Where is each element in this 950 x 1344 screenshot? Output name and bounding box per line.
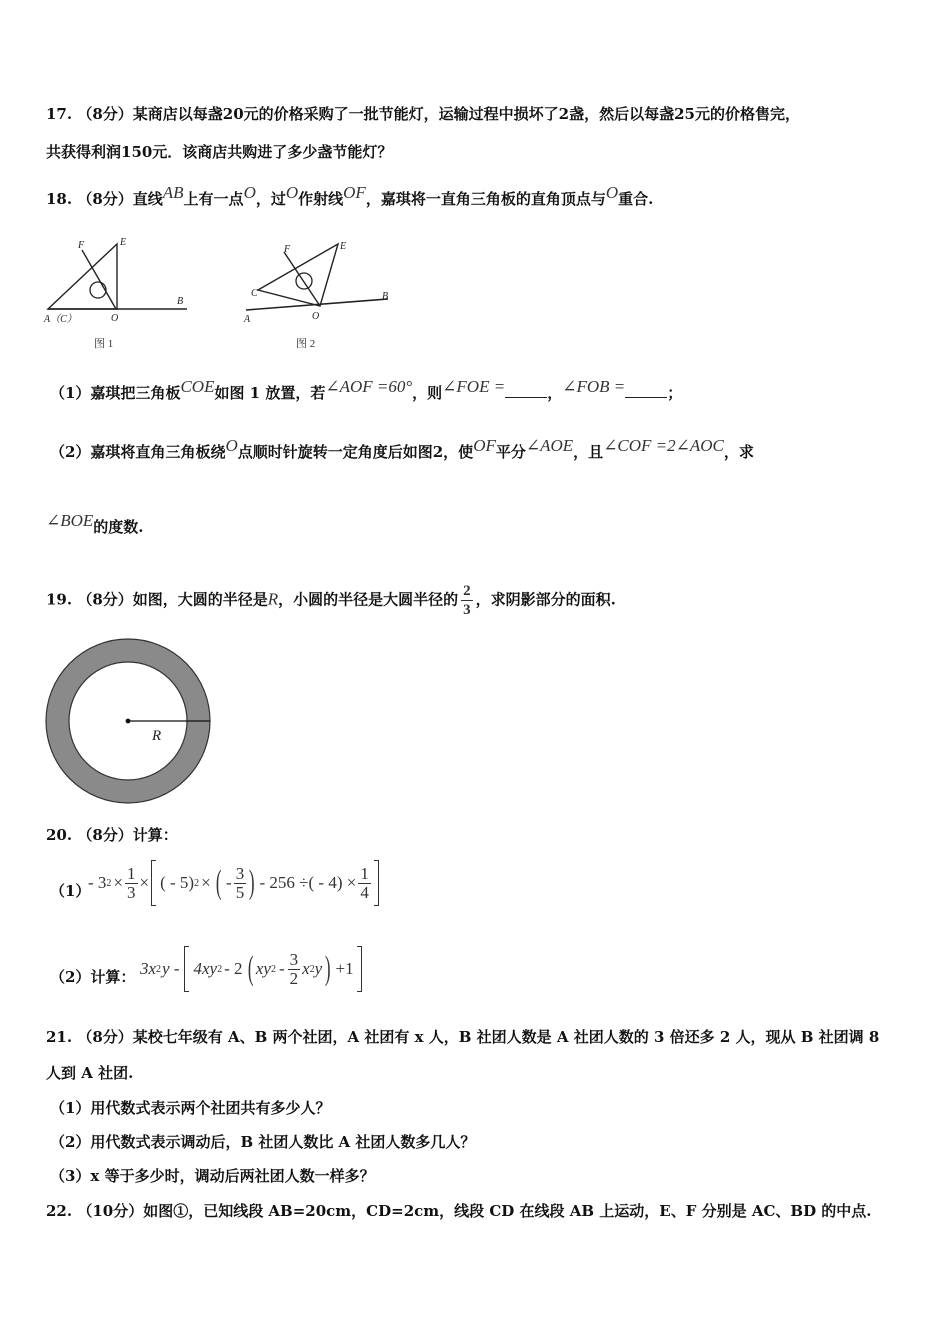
q18-text: ，嘉琪将一直角三角板的直角顶点与 [365,190,606,208]
paren-right: ) [325,950,331,987]
expr-op: × [201,873,211,892]
expr-term: x [302,959,310,978]
expr-term: 3x [140,959,157,978]
bracket-left [151,860,156,906]
q20-expression-1 [88,858,379,908]
q18-text: ， [547,384,563,402]
expr-term: 4xy [193,959,218,978]
frac-1-3 [125,865,138,902]
label-o: O [111,313,119,324]
math-of: OF [343,183,366,202]
q19-text: 19. （8分）如图，大圆的半径是 [46,590,268,609]
q18-text: （1）嘉琪把三角板 [50,384,181,402]
q18-text: 点顺时针旋转一定角度后如图2，使 [237,443,474,461]
q18-text: 作射线 [298,190,344,208]
q20-expression-2 [140,944,362,994]
label-b: B [177,296,184,307]
q18-part2-cont [46,511,144,537]
math-coe: COE [180,377,215,396]
expr-sup: 2 [156,963,162,975]
fraction-2-3 [461,582,473,619]
q18-part2 [50,436,754,462]
q18-text: 上有一点 [183,190,244,208]
math-o: O [225,436,238,455]
frac-num: 3 [289,949,299,969]
expr-term: - 2 [224,959,243,978]
q18-text: 如图 1 放置，若 [214,384,326,402]
bracket-right [374,860,379,906]
q19-stem [46,582,616,619]
figure-2 [240,232,400,324]
q18-text: 重合. [618,190,654,208]
bracket-left [184,946,189,992]
math-o: O [605,183,619,202]
math-angle-boe: ∠BOE [46,511,94,530]
figure-1-caption: 图 1 [94,338,114,350]
label-b: B [382,291,389,302]
q21-sub1: （1）用代数式表示两个社团共有多少人？ [50,1099,331,1117]
expr-op: - [226,873,232,892]
q21-sub2: （2）用代数式表示调动后，B 社团人数比 A 社团人数多几人？ [50,1133,476,1151]
label-ac: A（C） [44,314,77,324]
bracket-right [357,946,362,992]
expr-op: × [139,873,150,892]
frac-den: 2 [289,968,299,988]
math-angle-cof: ∠COF =2∠AOC [603,436,724,455]
triangle-hole [90,282,106,298]
label-e: E [120,237,127,248]
q20-part1-label: （1） [50,882,91,900]
q20-title: 20. （8分）计算： [46,826,178,844]
label-f: F [284,244,291,255]
q18-text: 平分 [495,443,526,461]
q18-text: ； [667,384,683,402]
expr-term: - 3 [88,873,107,892]
math-angle-foe: ∠FOE = [442,377,506,396]
q19-text: ，求阴影部分的面积. [475,590,616,609]
frac-den: 5 [235,882,245,902]
q22-line1: 22. （10分）如图①，已知线段 AB=20cm，CD=2cm，线段 CD 在线段 AB 上运动，E、F 分别是 AC、BD 的中点. [46,1202,872,1220]
q21-sub3: （3）x 等于多少时，调动后两社团人数一样多？ [50,1167,375,1185]
expr-term: xy [255,959,271,978]
math-angle-aoe: ∠AOE [525,436,574,455]
q17-line1: 17. （8分）某商店以每盏20元的价格采购了一批节能灯，运输过程中损坏了2盏，然后以每盏25元的价格售完， [46,105,800,123]
frac-den: 3 [127,882,136,902]
math-angle-fob: ∠FOB = [562,377,626,396]
q18-text: 的度数. [93,518,144,536]
label-c: C [251,288,258,299]
answer-blank[interactable] [625,383,667,398]
q18-part1 [50,377,682,403]
expr-term: - 256 ÷( - 4) × [259,873,357,892]
expr-term: +1 [335,959,354,978]
q18-text: ，求 [723,443,754,461]
paren-left: ( [215,864,222,901]
paren-right: ) [249,864,255,901]
q18-text: （2）嘉琪将直角三角板绕 [50,443,226,461]
ray-of [82,250,116,309]
center-dot [126,719,131,724]
figure-1 [40,232,200,324]
q19-text: ，小圆的半径是大圆半径的 [278,590,459,609]
label-e: E [340,241,347,252]
expr-sup: 2 [270,963,276,975]
math-r: R [267,589,279,609]
figure-2-caption: 图 2 [296,338,316,350]
frac-den: 3 [463,602,471,618]
math-ab: AB [162,183,184,202]
frac-3-5 [234,865,247,902]
q18-text: 18. （8分）直线 [46,190,163,208]
math-angle-aof: ∠AOF =60° [325,377,413,396]
math-o: O [285,183,299,202]
expr-sup: 2 [217,963,223,975]
q21-line1: 21. （8分）某校七年级有 A、B 两个社团，A 社团有 x 人，B 社团人数是 A 社团人数的 3 倍还多 2 人，现从 B 社团调 8 [46,1028,880,1046]
frac-1-4 [358,865,371,902]
expr-term: y - [162,959,180,978]
q18-stem [46,183,653,209]
expr-sup: 2 [309,963,315,975]
q21-line2: 人到 A 社团. [46,1064,134,1082]
math-of: OF [473,436,496,455]
frac-num: 1 [127,863,136,883]
q18-text: ，且 [573,443,604,461]
math-o: O [243,183,256,202]
expr-sup: 2 [106,877,112,889]
frac-3-2 [288,951,301,988]
triangle-coe [48,244,117,309]
label-f: F [78,240,85,251]
expr-op: × [113,873,124,892]
expr-term: y [314,959,323,978]
expr-op: - [278,959,285,978]
q17-line2: 共获得利润150元．该商店共购进了多少盏节能灯？ [46,143,393,161]
q19-circle-figure [44,638,216,808]
radius-label: R [152,728,162,744]
q18-text: ，则 [412,384,443,402]
frac-den: 4 [360,882,369,902]
paren-left: ( [247,950,254,987]
frac-num: 3 [235,863,245,883]
label-a: A [244,314,251,324]
frac-num: 2 [463,583,471,599]
q18-text: ，过 [255,190,286,208]
expr-sup: 2 [194,877,200,889]
frac-num: 1 [360,863,369,883]
label-o: O [312,311,320,322]
answer-blank[interactable] [505,383,547,398]
q20-part2-label: （2）计算： [50,968,136,986]
expr-term: ( - 5) [160,873,195,892]
